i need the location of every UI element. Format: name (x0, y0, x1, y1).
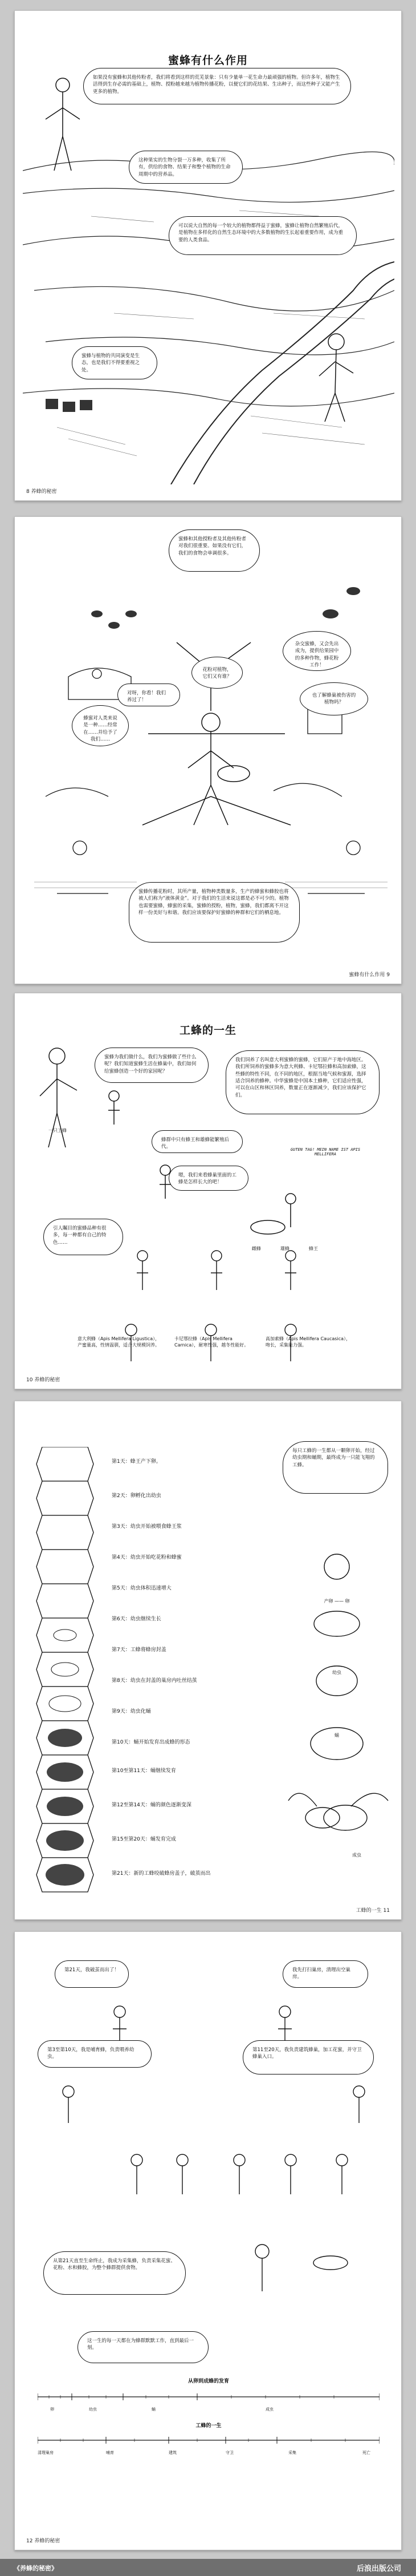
publisher-logo: 后浪出版公司 (356, 2565, 401, 2573)
axis-label-forage: 采集 (288, 2450, 296, 2455)
speech-bubble-question: 花粉对植物，它们又有谁？ (191, 657, 243, 689)
speech-bubble-orchard: 杂交蜜蜂，又会先出成为，提供给果园中的多种作物，蜂花粉工作！ (283, 631, 351, 671)
page-folio: 8 养蜂的秘密 (26, 489, 57, 495)
timeline-day-7: 第7天：工蜂将蜂房封盖 (112, 1647, 166, 1653)
page-folio: 10 养蜂的秘密 (26, 1377, 60, 1383)
timeline-day-1: 第1天：蜂王产下卵。 (112, 1459, 161, 1465)
timeline-day-21: 第21天：新的工蜂咬破蜂房盖子，破茧而出 (112, 1871, 211, 1877)
stage-label-larva: 幼虫 (332, 1670, 341, 1675)
speech-bubble-honey: 蜂蜜对人类来说是一种……经常在……并给予了我们…… (72, 705, 129, 746)
honeycomb-column (31, 1447, 99, 1898)
speech-bubble-breeds: 我们饲养了名叫意大利蜜蜂的蜜蜂，它们原产于地中海地区。我们所饲养的蜜蜂多为意大利蜂、卡尼鄂拉蜂和高加索蜂，这些蜂的特性不同，在不同的地区，根据当地气候和蜜源，选择适合饲养的蜂种。中华蜜蜂是中国本土蜂种，它们适应性强，可以在山区和林区饲养，数量正在逐渐减少，我们应该保护它们。 (226, 1050, 380, 1114)
bee-label-drone: 雄蜂 (280, 1246, 289, 1251)
timeline-day-9: 第9天：幼虫化蛹 (112, 1709, 151, 1714)
bee-label-queen: 蜂王 (309, 1246, 318, 1251)
book-title-footer: 《养蜂的秘密》 (14, 2565, 58, 2572)
page-4 (14, 1401, 402, 1920)
speech-bubble-nurse: 第3至第10天，我是哺育蜂，负责喂养幼虫。 (38, 2040, 152, 2068)
speech-bubble-emerge: 第21天，我破茧而出了！ (55, 1960, 129, 1988)
timeline-day-10: 第10天：蛹开始发育出成蜂的形态 (112, 1740, 190, 1745)
axis-label-nurse: 哺育 (106, 2450, 114, 2455)
development-stages-illustration (283, 1532, 391, 1886)
axis-label-larva: 幼虫 (89, 2407, 97, 2412)
timeline-day-15-20: 第15至第20天：蛹发育完成 (112, 1837, 176, 1842)
page-title: 工蜂的一生 (179, 1024, 236, 1037)
worker-bee-label: 一只工蜂 (48, 1128, 67, 1133)
axis-label-clean: 清理巢房 (38, 2450, 54, 2455)
speech-bubble-harm: 也了解蜂巢被伤害的植物吗？ (300, 682, 368, 715)
timeline-day-10-11: 第10至第11天：蛹继续发育 (112, 1768, 176, 1774)
speech-bubble-reproduction: 蜂群中只有蜂王和雄蜂能繁殖后代。 (152, 1130, 243, 1153)
speech-bubble-build: 第11至20天，我负责建筑蜂巢，加工花蜜，并守卫蜂巢入口。 (243, 2040, 374, 2074)
page-title: 蜜蜂有什么作用 (168, 54, 248, 67)
lifespan-timeline-lower (38, 2432, 380, 2449)
speech-bubble-look-inside: 嗯，我们来看蜂巢里面的工蜂是怎样长大的吧！ (169, 1166, 248, 1191)
axis-label-death: 死亡 (362, 2450, 370, 2455)
timeline-day-3: 第3天：幼虫开始被喂食蜂王浆 (112, 1524, 182, 1530)
speech-bubble-final: 这一生的每一天都在为蜂群默默工作，直到最后一刻。 (78, 2331, 209, 2363)
timeline-day-4: 第4天：幼虫开始吃花粉和蜂蜜 (112, 1555, 182, 1560)
axis-label-adult: 成虫 (266, 2407, 274, 2412)
publisher-footer (0, 2559, 416, 2576)
axis-label-egg: 卵 (50, 2407, 54, 2412)
speech-bubble-conclusion: 蜜蜂传播花粉时，其所产量，植物种类数量多，生产的蜂蜜和蜂胶也将被人们称为“液体黄金”。对于我们的生活来说这都是必不可少的。植物也需要蜜蜂，蜂蜜的采集，蜜蜂的授粉，植物，蜜蜂，我们都离不开这样一份美好与和谐。我们应该要保护好蜜蜂的种群和它们的栖息地。 (129, 882, 300, 943)
timeline-day-2: 第2天：卵孵化出幼虫 (112, 1493, 161, 1499)
page-1 (14, 10, 402, 501)
axis-label-build: 建筑 (169, 2450, 177, 2455)
handwritten-greeting: GUTEN TAG! MEIN NAME IST APIS MELLIFERA (290, 1147, 361, 1156)
timeline-day-8: 第8天：幼虫在封盖的巢房内吐丝结茧 (112, 1678, 197, 1684)
speech-bubble-forager: 从第21天直至生命终止，我成为采集蜂，负责采集花蜜、花粉、水和蜂胶，为整个蜂群提供食物。 (43, 2251, 186, 2295)
speech-bubble-clean: 我先打扫巢房，清理出空巢房。 (283, 1960, 368, 1988)
landscape-illustration (23, 74, 394, 484)
page-3 (14, 993, 402, 1389)
speech-bubble-varieties: 引人瞩目的蜜蜂品种有很多，每一种都有自己的特色…… (43, 1219, 123, 1255)
bee-caption-italian: 意大利蜂（Apis Mellifera Ligustica），产蜜量高，性情温驯，适合大规模饲养。 (78, 1336, 160, 1348)
timeline-day-6: 第6天：幼虫继续生长 (112, 1616, 161, 1622)
timeline-day-5: 第5天：幼虫体积迅速增大 (112, 1586, 172, 1591)
page-folio: 工蜂的一生 11 (356, 1908, 390, 1914)
lifespan-chart-subtitle: 工蜂的一生 (195, 2423, 222, 2429)
speech-bubble-pollinators: 蜜蜂和其他授粉者及其他传粉者对我们很重要。如果没有它们，我们的食物会单调很多。 (169, 529, 260, 572)
speech-bubble-question: 蜜蜂为我们做什么，我们为蜜蜂做了些什么呢？我们知道蜜蜂生活在蜂巢中，我们如何给蜜蜂创造一个好的家园呢？ (95, 1048, 209, 1083)
speech-bubble-life-cycle: 每只工蜂的一生都从一颗卵开始，经过幼虫期和蛹期，最终成为一只能飞翔的工蜂。 (283, 1441, 388, 1494)
stage-label-pupa: 蛹 (335, 1733, 339, 1738)
speech-bubble-fruit: 这种果实的生物分裂一万多种，收集了所有，供给的食物、结果子和整个植物的生命周期中的营养品。 (129, 151, 243, 184)
page-5 (14, 1931, 402, 2550)
axis-label-pupa: 蛹 (152, 2407, 156, 2412)
bee-caption-caucasian: 高加索蜂（Apis Mellifera Caucasica），吻长，采集能力强。 (266, 1336, 350, 1348)
page-folio: 蜜蜂有什么作用 9 (349, 972, 390, 978)
stage-label-adult: 成虫 (352, 1853, 361, 1858)
page-folio: 12 养蜂的秘密 (26, 2538, 60, 2544)
speech-bubble-nature: 可以说大自然的每一个较大的植物都得益于蜜蜂，蜜蜂让植物自然繁殖后代，是植物在多样化的自然生态环境中的大多数植物的生长起着重要作用，成为重要的人类食品。 (169, 216, 357, 255)
timeline-day-12-14: 第12至第14天：蛹的颜色逐渐变深 (112, 1802, 191, 1808)
page-2 (14, 516, 402, 984)
axis-label-guard: 守卫 (226, 2450, 234, 2455)
speech-bubble-answer: 对呀，你看！我们养过了！ (117, 684, 180, 706)
bee-caption-carniolan: 卡尼鄂拉蜂（Apis Mellifera Carnica），耐寒性强，越冬性能好。 (174, 1336, 249, 1348)
lifespan-timeline-upper (38, 2388, 380, 2405)
speech-bubble-intro: 如果没有蜜蜂和其他传粉者，我们将看到这样的荒芜景象：只有少量单一花生命力最顽强的植物。但许多年，植物生活得到生存必需的基础上，植物、授粉越来越为植物传播花粉，以便它们的花结果、生出种子，而这些种子又能产生更多的植物。 (83, 68, 351, 104)
speech-bubble-evolution: 蜜蜂与植物的共同演变是生态，也是我们不得要重视之处。 (72, 346, 157, 379)
stage-label-egg: 产卵 —— 卵 (324, 1599, 350, 1604)
bee-label-worker: 雌蜂 (252, 1246, 261, 1251)
lifespan-chart-title: 从卵到成蜂的发育 (187, 2379, 229, 2384)
